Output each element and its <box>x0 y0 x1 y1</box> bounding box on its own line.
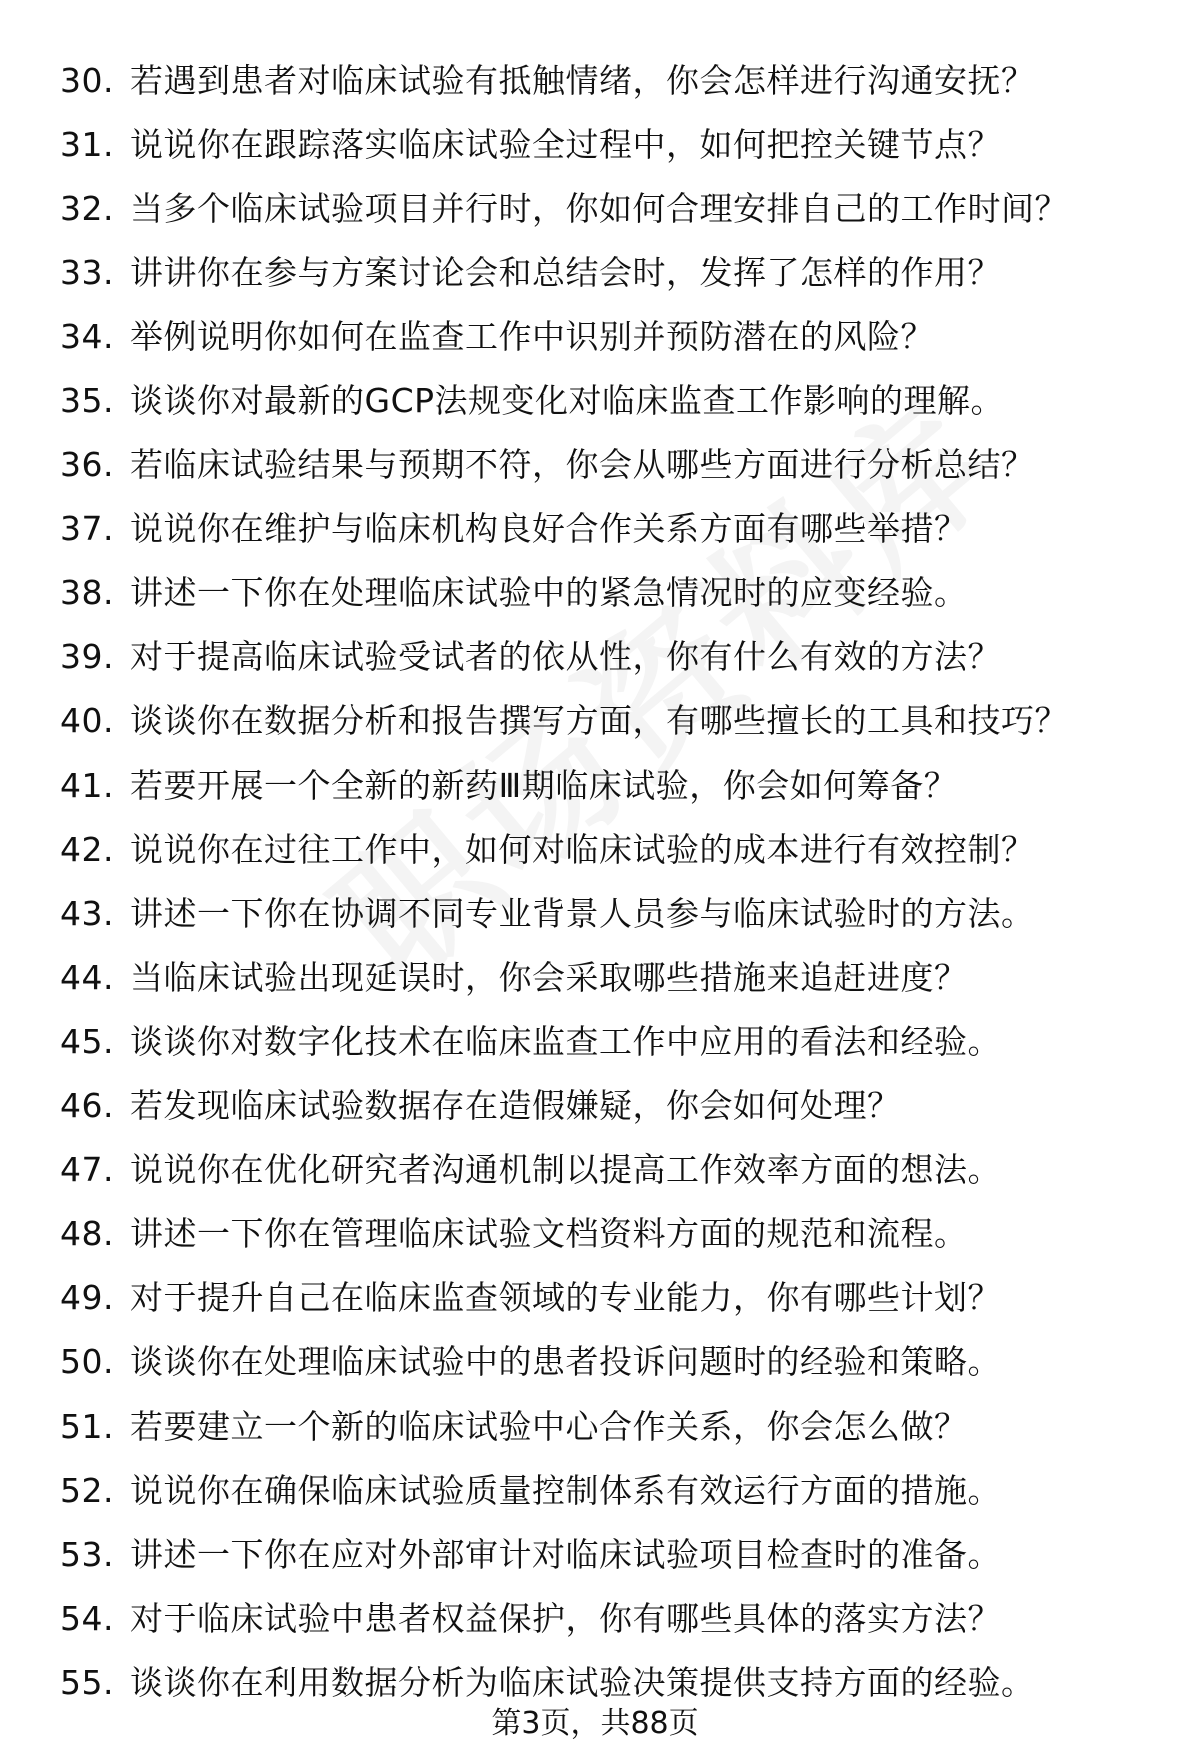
question-item <box>60 1138 1170 1202</box>
question-number: 36. <box>60 445 114 485</box>
question-text: 讲述一下你在处理临床试验中的紧急情况时的应变经验。 <box>130 573 968 613</box>
question-text: 若遇到患者对临床试验有抵触情绪，你会怎样进行沟通安抚？ <box>130 60 1035 100</box>
question-item <box>60 1330 1170 1394</box>
question-item <box>60 1074 1170 1138</box>
question-text: 谈谈你在数据分析和报告撰写方面，有哪些擅长的工具和技巧？ <box>130 701 1068 741</box>
question-number: 43. <box>60 893 114 933</box>
question-number: 35. <box>60 381 114 421</box>
question-item <box>60 433 1170 497</box>
question-number: 46. <box>60 1086 114 1126</box>
question-text: 举例说明你如何在监查工作中识别并预防潜在的风险？ <box>130 316 934 356</box>
question-number: 41. <box>60 765 114 805</box>
question-item <box>60 497 1170 561</box>
question-number: 54. <box>60 1598 114 1638</box>
question-text: 谈谈你在处理临床试验中的患者投诉问题时的经验和策略。 <box>130 1342 1001 1382</box>
question-item <box>60 1394 1170 1458</box>
question-text: 若要开展一个全新的新药Ⅲ期临床试验，你会如何筹备？ <box>130 765 958 805</box>
question-text: 对于提高临床试验受试者的依从性，你有什么有效的方法？ <box>130 637 1001 677</box>
question-item <box>60 176 1170 240</box>
question-item <box>60 304 1170 368</box>
question-item <box>60 625 1170 689</box>
question-item <box>60 1202 1170 1266</box>
question-number: 34. <box>60 316 114 356</box>
question-item <box>60 881 1170 945</box>
question-number: 51. <box>60 1406 114 1446</box>
question-number: 49. <box>60 1278 114 1318</box>
question-number: 31. <box>60 124 114 164</box>
question-text: 若临床试验结果与预期不符，你会从哪些方面进行分析总结？ <box>130 445 1035 485</box>
question-number: 40. <box>60 701 114 741</box>
question-text: 说说你在确保临床试验质量控制体系有效运行方面的措施。 <box>130 1470 1001 1510</box>
question-item <box>60 1266 1170 1330</box>
question-text: 讲述一下你在管理临床试验文档资料方面的规范和流程。 <box>130 1214 968 1254</box>
question-number: 52. <box>60 1470 114 1510</box>
question-item <box>60 1009 1170 1073</box>
page-footer: 第3页，共88页 <box>491 1706 699 1741</box>
question-number: 38. <box>60 573 114 613</box>
question-number: 42. <box>60 829 114 869</box>
question-text: 说说你在跟踪落实临床试验全过程中，如何把控关键节点？ <box>130 124 1001 164</box>
question-number: 50. <box>60 1342 114 1382</box>
question-item <box>60 945 1170 1009</box>
question-item <box>60 689 1170 753</box>
question-item <box>60 240 1170 304</box>
question-text: 谈谈你对最新的GCP法规变化对临床监查工作影响的理解。 <box>130 381 1005 421</box>
question-text: 谈谈你在利用数据分析为临床试验决策提供支持方面的经验。 <box>130 1662 1035 1702</box>
question-number: 55. <box>60 1662 114 1702</box>
question-text: 说说你在维护与临床机构良好合作关系方面有哪些举措？ <box>130 509 968 549</box>
question-number: 37. <box>60 509 114 549</box>
question-text: 若发现临床试验数据存在造假嫌疑，你会如何处理？ <box>130 1086 901 1126</box>
question-text: 说说你在过往工作中，如何对临床试验的成本进行有效控制？ <box>130 829 1035 869</box>
question-number: 30. <box>60 60 114 100</box>
question-number: 33. <box>60 252 114 292</box>
question-number: 32. <box>60 188 114 228</box>
question-item <box>60 368 1170 432</box>
question-text: 讲讲你在参与方案讨论会和总结会时，发挥了怎样的作用？ <box>130 252 1001 292</box>
question-text: 说说你在优化研究者沟通机制以提高工作效率方面的想法。 <box>130 1150 1001 1190</box>
question-number: 53. <box>60 1534 114 1574</box>
question-item <box>60 561 1170 625</box>
question-text: 对于临床试验中患者权益保护，你有哪些具体的落实方法？ <box>130 1598 1001 1638</box>
question-item <box>60 817 1170 881</box>
question-number: 39. <box>60 637 114 677</box>
question-item <box>60 753 1170 817</box>
question-item <box>60 112 1170 176</box>
question-number: 48. <box>60 1214 114 1254</box>
question-item <box>60 1586 1170 1650</box>
question-item <box>60 48 1170 112</box>
question-number: 45. <box>60 1021 114 1061</box>
question-item <box>60 1522 1170 1586</box>
question-item <box>60 1458 1170 1522</box>
question-list <box>60 48 1170 1714</box>
question-text: 当临床试验出现延误时，你会采取哪些措施来追赶进度？ <box>130 957 968 997</box>
question-text: 谈谈你对数字化技术在临床监查工作中应用的看法和经验。 <box>130 1021 1001 1061</box>
question-number: 47. <box>60 1150 114 1190</box>
question-text: 当多个临床试验项目并行时，你如何合理安排自己的工作时间？ <box>130 188 1068 228</box>
question-text: 对于提升自己在临床监查领域的专业能力，你有哪些计划？ <box>130 1278 1001 1318</box>
question-text: 若要建立一个新的临床试验中心合作关系，你会怎么做？ <box>130 1406 968 1446</box>
question-text: 讲述一下你在协调不同专业背景人员参与临床试验时的方法。 <box>130 893 1035 933</box>
question-text: 讲述一下你在应对外部审计对临床试验项目检查时的准备。 <box>130 1534 1001 1574</box>
question-number: 44. <box>60 957 114 997</box>
